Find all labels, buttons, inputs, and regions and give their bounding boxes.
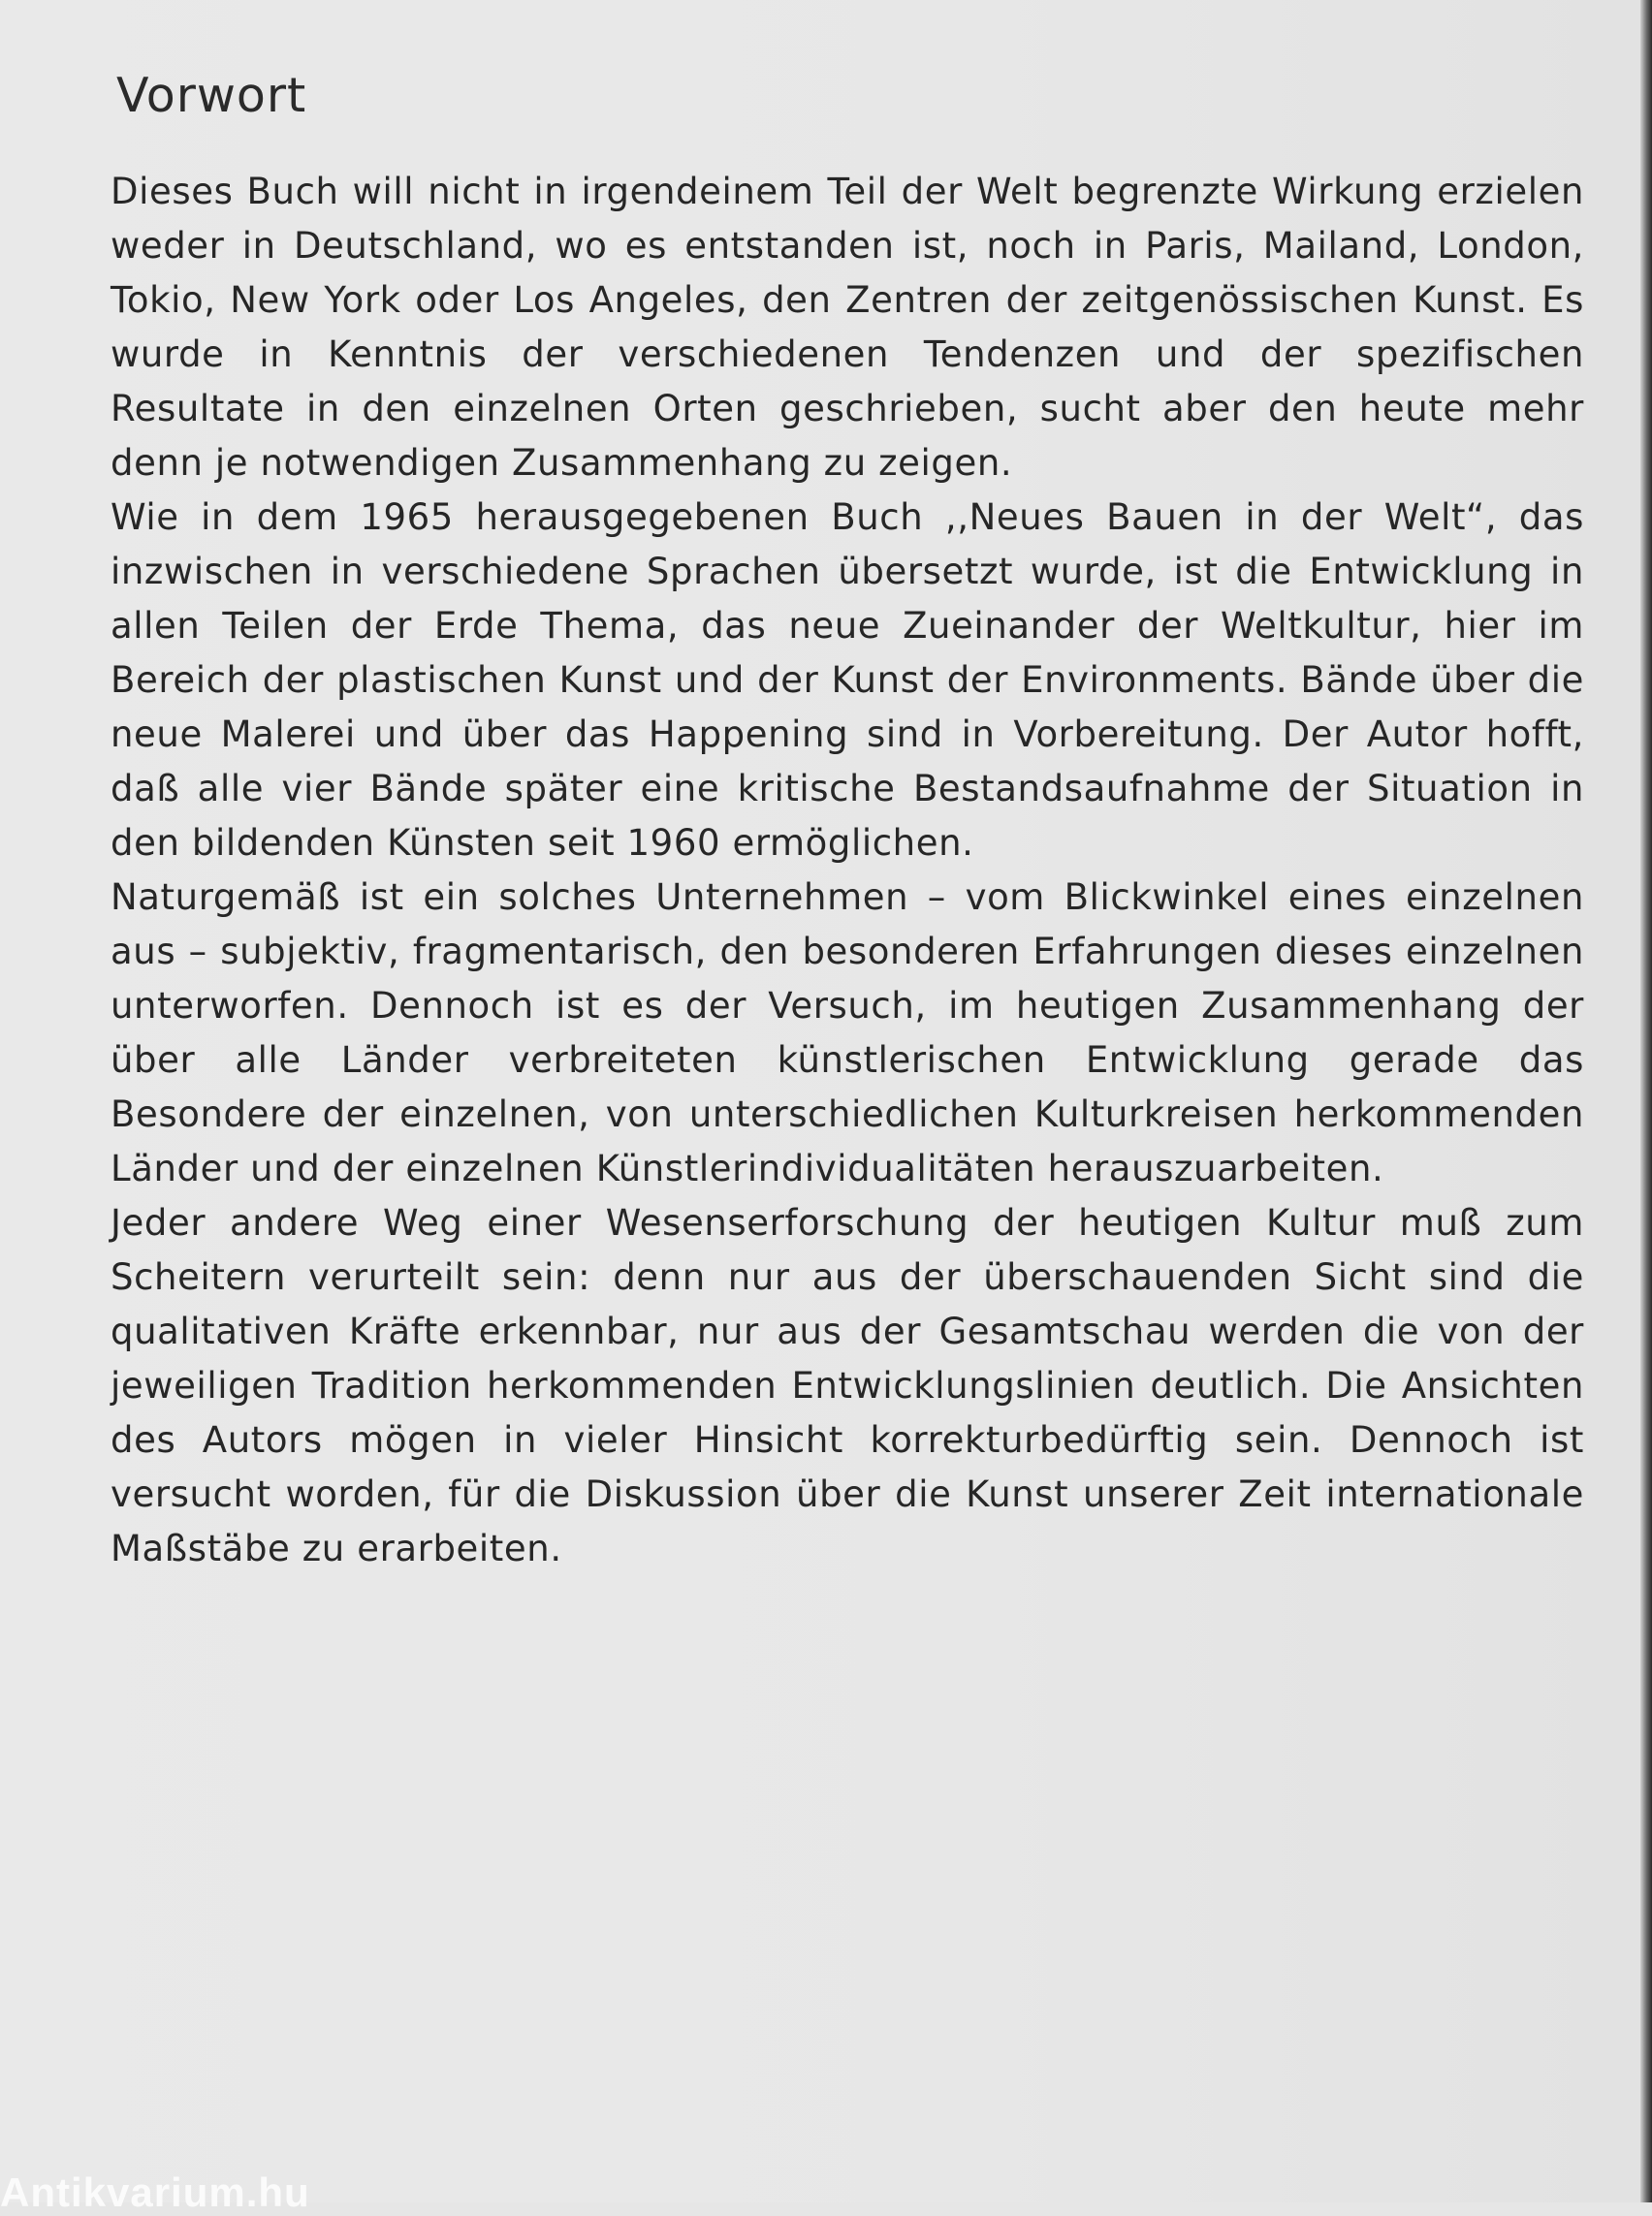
page-title: Vorwort: [116, 68, 307, 123]
paragraph-2: Wie in dem 1965 herausgegebenen Buch ,,Neues Bauen in der Welt“, das inzwischen in verschiedene Sprachen übersetzt wurde, ist die Entwicklung in allen Teilen der Erde Thema, das neue Zueinander der Weltkultur, hier im Bereich der plastischen Kunst und der Kunst der Environments. Bände über die neue Malerei und über das Happening sind in Vorbereitung. Der Autor hofft, daß alle vier Bände später eine kritische Bestandsaufnahme der Situation in den bildenden Künsten seit 1960 ermöglichen.: [111, 496, 1584, 864]
paragraph-1: Dieses Buch will nicht in irgendeinem Teil der Welt begrenzte Wirkung erzielen weder in Deutschland, wo es entstanden ist, noch in Paris, Mailand, London, Tokio, New York oder Los Angeles, den Zentren der zeitgenössischen Kunst. Es wurde in Kenntnis der verschiedenen Tendenzen und der spezifischen Resultate in den einzelnen Orten geschrieben, sucht aber den heute mehr denn je notwendigen Zusammenhang zu zeigen.: [111, 171, 1584, 484]
watermark: Antikvarium.hu: [0, 2169, 310, 2215]
paragraph-3: Naturgemäß ist ein solches Unternehmen – vom Blickwinkel eines einzelnen aus – subjektiv, fragmentarisch, den besonderen Erfahrungen dieses einzelnen unterworfen. Dennoch ist es der Versuch, im heutigen Zusammenhang der über alle Länder verbreiteten künstlerischen Entwicklung gerade das Besondere der einzelnen, von unterschiedlichen Kulturkreisen herkommenden Länder und der einzelnen Künstlerindividualitäten herauszuarbeiten.: [111, 876, 1584, 1189]
page-edge-shadow: [1640, 0, 1652, 2202]
foreword-body: [111, 165, 1584, 1576]
paragraph-4: Jeder andere Weg einer Wesenserforschung der heutigen Kultur muß zum Scheitern verurteilt sein: denn nur aus der überschauenden Sicht sind die qualitativen Kräfte erkennbar, nur aus der Gesamtschau werden die von der jeweiligen Tradition herkommenden Entwicklungslinien deutlich. Die Ansichten des Autors mögen in vieler Hinsicht korrekturbedürftig sein. Dennoch ist versucht worden, für die Diskussion über die Kunst unserer Zeit internationale Maßstäbe zu erarbeiten.: [111, 1202, 1584, 1569]
